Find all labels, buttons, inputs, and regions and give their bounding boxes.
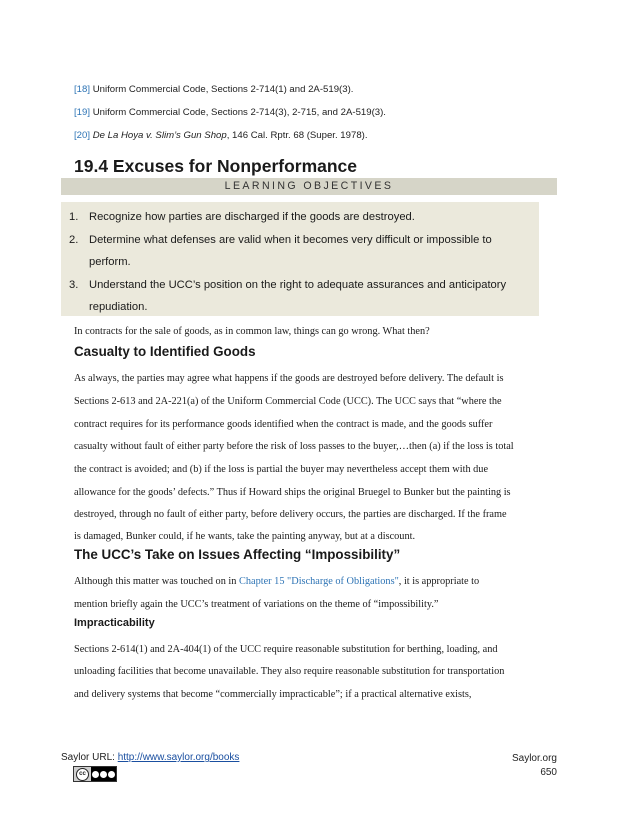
footnote-19	[74, 107, 386, 119]
objective-text: repudiation.	[89, 301, 148, 313]
casualty-line: As always, the parties may agree what happens if the goods are destroyed before delivery. The default is	[74, 373, 504, 384]
footnote-ref-link[interactable]: [20]	[74, 130, 91, 141]
objective-text: Recognize how parties are discharged if the goods are destroyed.	[89, 211, 415, 223]
footnote-ref-link[interactable]: [18]	[74, 84, 91, 95]
creative-commons-license-icon	[73, 766, 117, 782]
impossibility-text: Although this matter was touched on in	[74, 576, 240, 587]
casualty-line: destroyed, through no fault of either party, before delivery occurs, the parties are discharged. If the frame	[74, 509, 507, 520]
learning-objectives-header	[61, 178, 557, 195]
casualty-line: is damaged, Bunker could, if he wants, take the painting anyway, but at a discount.	[74, 531, 416, 542]
casualty-heading: Casualty to Identified Goods	[74, 344, 256, 359]
chapter-15-link[interactable]: Chapter 15 "Discharge of Obligations"	[239, 576, 399, 587]
learning-objectives-box	[61, 202, 539, 316]
impossibility-line: mention briefly again the UCC’s treatment of variations on the theme of “impossibility.”	[74, 599, 439, 610]
impracticability-line: and delivery systems that become “commercially impracticable”; if a practical alternative exists,	[74, 689, 472, 700]
footer-url-label: Saylor URL:	[61, 752, 118, 763]
objective-text: perform.	[89, 256, 131, 268]
section-title: 19.4 Excuses for Nonperformance	[74, 156, 358, 176]
objective-number: 3.	[69, 279, 79, 291]
footnote-text: Uniform Commercial Code, Sections 2-714(3), 2-715, and 2A-519(3).	[92, 107, 386, 118]
footnote-18	[74, 84, 353, 96]
casualty-line: casualty without fault of either party before the risk of loss passes to the buyer,…then (a) if the loss is total	[74, 441, 514, 452]
objective-text: Determine what defenses are valid when it becomes very difficult or impossible to	[89, 234, 492, 246]
intro-paragraph: In contracts for the sale of goods, as in common law, things can go wrong. What then?	[74, 326, 430, 337]
impracticability-heading: Impracticability	[74, 617, 155, 629]
saylor-books-link[interactable]: http://www.saylor.org/books	[117, 752, 240, 763]
impracticability-line: Sections 2-614(1) and 2A-404(1) of the UCC require reasonable substitution for berthing, loading, and	[74, 644, 498, 655]
footnote-case-name: De La Hoya v. Slim’s Gun Shop	[92, 130, 227, 141]
cc-logo-icon: cc	[76, 768, 89, 781]
footnote-text: Uniform Commercial Code, Sections 2-714(1) and 2A-519(3).	[92, 84, 354, 95]
footnote-20	[74, 130, 368, 142]
footer-url	[61, 752, 239, 763]
objective-number: 2.	[69, 234, 79, 246]
footer-site: Saylor.org	[511, 753, 557, 764]
impracticability-line: unloading facilities that become unavailable. They also require reasonable substitution for transportation	[74, 666, 505, 677]
impossibility-line	[74, 575, 479, 588]
impossibility-heading: The UCC’s Take on Issues Affecting “Impossibility”	[74, 547, 401, 562]
learning-objectives-heading: LEARNING OBJECTIVES	[224, 180, 394, 192]
objective-number: 1.	[69, 211, 79, 223]
page-number: 650	[540, 767, 557, 778]
attribution-icon	[92, 771, 99, 778]
cc-terms-strip	[91, 767, 116, 781]
casualty-line: the contract is avoided; and (b) if the loss is partial the buyer may nevertheless accept them with due	[74, 464, 489, 475]
footnote-ref-link[interactable]: [19]	[74, 107, 91, 118]
casualty-line: contract requires for its performance goods identified when the contract is made, and the goods suffer	[74, 419, 493, 430]
casualty-line: Sections 2-613 and 2A-221(a) of the Uniform Commercial Code (UCC). The UCC says that “where the	[74, 396, 502, 407]
footnote-text: , 146 Cal. Rptr. 68 (Super. 1978).	[226, 130, 368, 141]
objective-text: Understand the UCC’s position on the right to adequate assurances and anticipatory	[89, 279, 507, 291]
casualty-line: allowance for the goods’ defects.” Thus if Howard ships the original Bruegel to Bunker but the painting is	[74, 487, 511, 498]
footer-right	[512, 752, 557, 780]
sharealike-icon	[108, 771, 115, 778]
impossibility-text: , it is appropriate to	[398, 576, 480, 587]
noncommercial-icon	[100, 771, 107, 778]
